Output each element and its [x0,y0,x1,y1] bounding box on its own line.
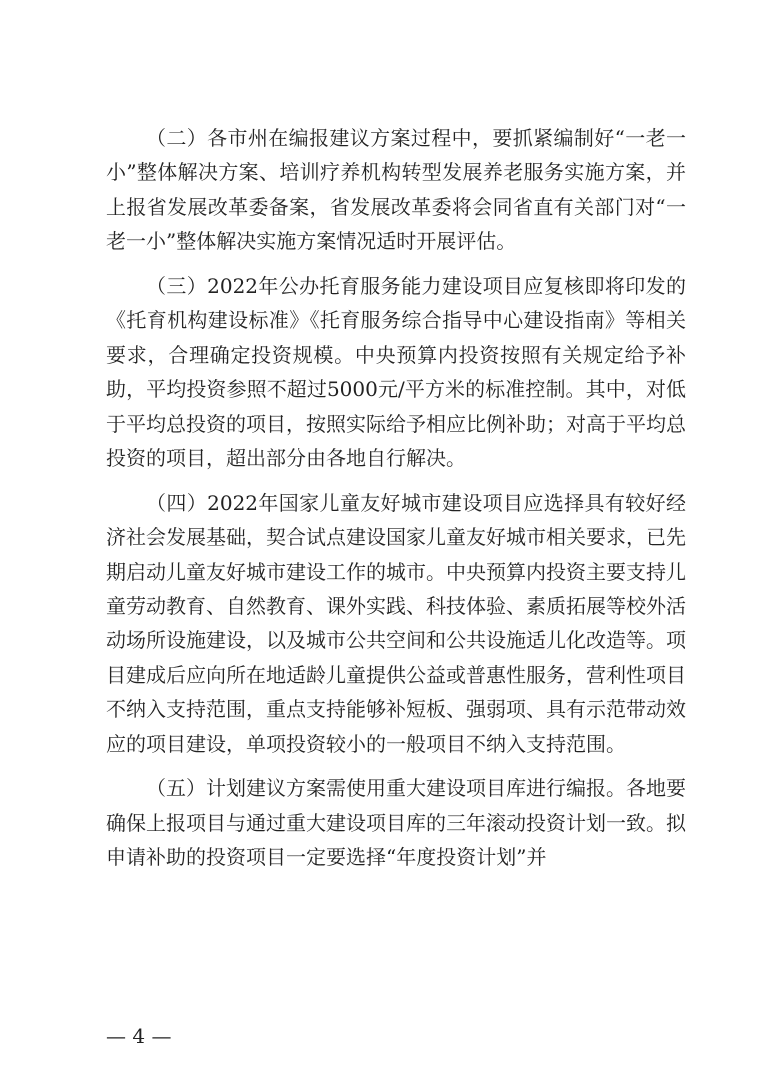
paragraph-3: （三）2022年公办托育服务能力建设项目应复核即将印发的《托育机构建设标准》《托育服务综合指导中心建设指南》等相关要求，合理确定投资规模。中央预算内投资按照有关规定给予补助，平均投资参照不超过5000元/平方米的标准控制。其中，对低于平均总投资的项目，按照实际给予相应比例补助；对高于平均总投资的项目，超出部分由各地自行解决。 [106,274,686,471]
paragraph-4: （四）2022年国家儿童友好城市建设项目应选择具有较好经济社会发展基础，契合试点建设国家儿童友好城市相关要求，已先期启动儿童友好城市建设工作的城市。中央预算内投资主要支持儿童劳动教育、自然教育、课外实践、科技体验、素质拓展等校外活动场所设施建设，以及城市公共空间和公共设施适儿化改造等。项目建成后应向所在地适龄儿童提供公益或普惠性服务，营利性项目不纳入支持范围，重点支持能够补短板、强弱项、具有示范带动效应的项目建设，单项投资较小的一般项目不纳入支持范围。 [106,490,686,756]
paragraph-5: （五）计划建议方案需使用重大建设项目库进行编报。各地要确保上报项目与通过重大建设项目库的三年滚动投资计划一致。拟申请补助的投资项目一定要选择“年度投资计划”并 [106,776,686,870]
document-body [106,121,686,885]
paragraph-2: （二）各市州在编报建议方案过程中，要抓紧编制好“一老一小”整体解决方案、培训疗养机构转型发展养老服务实施方案，并上报省发展改革委备案，省发展改革委将会同省直有关部门对“一老一小”整体解决实施方案情况适时开展评估。 [106,126,686,254]
page-number: — 4 — [106,1024,172,1048]
